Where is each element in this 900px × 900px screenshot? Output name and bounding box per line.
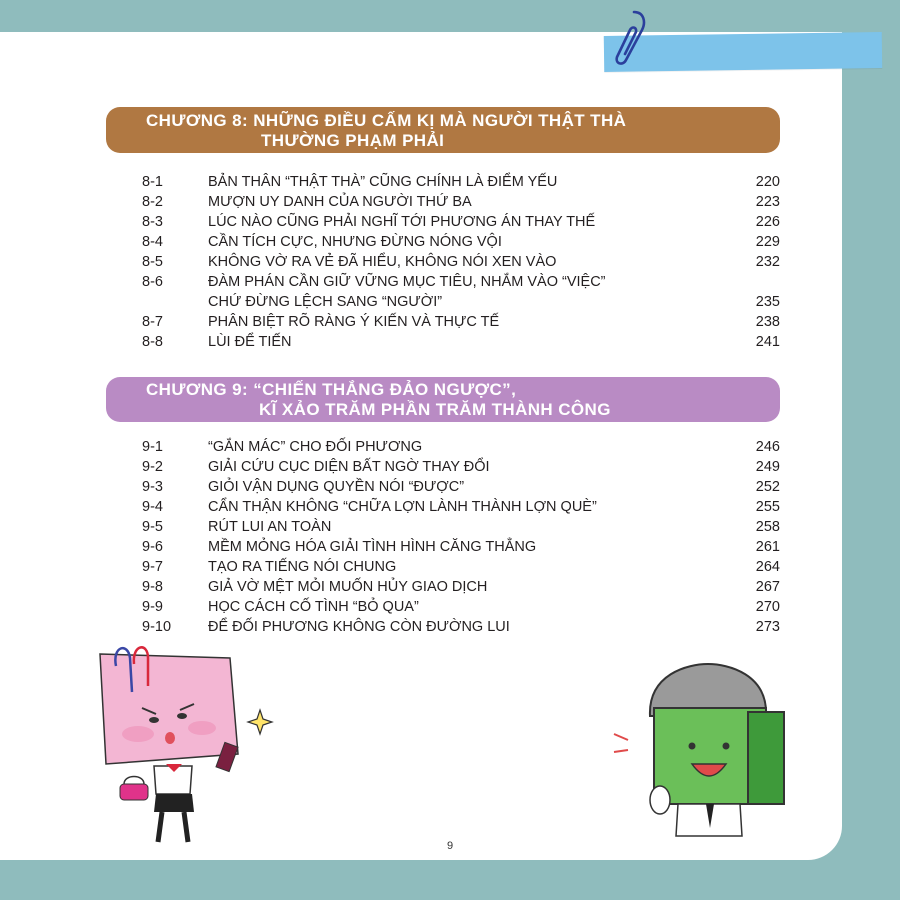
entry-page: 249 (755, 459, 780, 475)
entry-page: 238 (755, 314, 780, 330)
entry-number: 8-3 (142, 214, 163, 230)
entry-page: 261 (755, 539, 780, 555)
entry-title: HỌC CÁCH CỐ TÌNH “BỎ QUA” (208, 599, 419, 615)
entry-page: 232 (755, 254, 780, 270)
toc-entry (0, 334, 900, 354)
entry-number: 8-1 (142, 174, 163, 190)
entry-number: 8-6 (142, 274, 163, 290)
entry-title: BẢN THÂN “THẬT THÀ” CŨNG CHÍNH LÀ ĐIỂM YẾU (208, 174, 558, 190)
entry-number: 9-2 (142, 459, 163, 475)
entry-title: MƯỢN UY DANH CỦA NGƯỜI THỨ BA (208, 194, 472, 210)
paperclip-icon (606, 8, 654, 68)
entry-title: CẦN TÍCH CỰC, NHƯNG ĐỪNG NÓNG VỘI (208, 234, 502, 250)
toc-entry (0, 194, 900, 214)
entry-page: 264 (755, 559, 780, 575)
green-box-mascot (608, 660, 808, 840)
toc-entry (0, 254, 900, 274)
toc-entry (0, 294, 900, 314)
chapter-8-title-line2: THƯỜNG PHẠM PHẢI (261, 131, 445, 150)
toc-entry (0, 519, 900, 539)
toc-entry (0, 579, 900, 599)
entry-number: 9-7 (142, 559, 163, 575)
entry-number: 9-6 (142, 539, 163, 555)
entry-number: 9-3 (142, 479, 163, 495)
entry-title: CẨN THẬN KHÔNG “CHỮA LỢN LÀNH THÀNH LỢN QUÈ” (208, 499, 597, 515)
entry-page: 246 (755, 439, 780, 455)
entry-number: 9-10 (142, 619, 172, 635)
entry-title: GIỎI VẬN DỤNG QUYỀN NÓI “ĐƯỢC” (208, 479, 465, 495)
entry-page: 235 (755, 294, 780, 310)
chapter-8-header (106, 107, 780, 153)
chapter-9-title-line1: CHƯƠNG 9: “CHIẾN THẮNG ĐẢO NGƯỢC”, (146, 380, 517, 399)
sticky-note-mascot (62, 636, 282, 846)
entry-page: 258 (755, 519, 780, 535)
toc-entry (0, 499, 900, 519)
entry-title: LÚC NÀO CŨNG PHẢI NGHĨ TỚI PHƯƠNG ÁN THAY THẾ (208, 214, 596, 230)
entry-title: TẠO RA TIẾNG NÓI CHUNG (208, 559, 397, 575)
entry-title: KHÔNG VỜ RA VẺ ĐÃ HIỂU, KHÔNG NÓI XEN VÀO (208, 254, 557, 270)
entry-title: ĐỂ ĐỐI PHƯƠNG KHÔNG CÒN ĐƯỜNG LUI (208, 619, 510, 635)
toc-entry (0, 174, 900, 194)
toc-entry (0, 439, 900, 459)
entry-page: 255 (755, 499, 780, 515)
entry-page: 229 (755, 234, 780, 250)
entry-number: 9-9 (142, 599, 163, 615)
entry-page: 267 (755, 579, 780, 595)
toc-entry (0, 274, 900, 294)
entry-number: 8-7 (142, 314, 163, 330)
entry-number: 8-2 (142, 194, 163, 210)
toc-entry (0, 539, 900, 559)
entry-page: 273 (755, 619, 780, 635)
entry-title: PHÂN BIỆT RÕ RÀNG Ý KIẾN VÀ THỰC TẾ (208, 314, 500, 330)
entry-page: 223 (755, 194, 780, 210)
entry-title: LÙI ĐỂ TIẾN (208, 334, 292, 350)
toc-entry (0, 599, 900, 619)
entry-title: “GẮN MÁC” CHO ĐỐI PHƯƠNG (208, 439, 423, 455)
entry-title: CHỨ ĐỪNG LỆCH SANG “NGƯỜI” (208, 294, 443, 310)
entry-title: ĐÀM PHÁN CẦN GIỮ VỮNG MỤC TIÊU, NHẮM VÀO “VIỆC” (208, 274, 606, 290)
entry-title: GIẢ VỜ MỆT MỎI MUỐN HỦY GIAO DỊCH (208, 579, 488, 595)
toc-entry (0, 479, 900, 499)
entry-number: 8-5 (142, 254, 163, 270)
entry-title: RÚT LUI AN TOÀN (208, 519, 332, 535)
entry-page: 241 (755, 334, 780, 350)
entry-number: 9-5 (142, 519, 163, 535)
toc-entry (0, 314, 900, 334)
entry-number: 9-4 (142, 499, 163, 515)
toc-entry (0, 559, 900, 579)
chapter-8-title-line1: CHƯƠNG 8: NHỮNG ĐIỀU CẤM KỊ MÀ NGƯỜI THẬT THÀ (146, 111, 627, 130)
entry-number: 8-8 (142, 334, 163, 350)
toc-entry (0, 234, 900, 254)
entry-number: 9-1 (142, 439, 163, 455)
entry-page: 226 (755, 214, 780, 230)
entry-title: GIẢI CỨU CỤC DIỆN BẤT NGỜ THAY ĐỔI (208, 459, 490, 475)
entry-page: 220 (755, 174, 780, 190)
chapter-9-header (106, 377, 780, 422)
entry-page: 270 (755, 599, 780, 615)
entry-title: MỀM MỎNG HÓA GIẢI TÌNH HÌNH CĂNG THẲNG (208, 539, 537, 555)
entry-number: 8-4 (142, 234, 163, 250)
chapter-9-title-line2: KĨ XẢO TRĂM PHẦN TRĂM THÀNH CÔNG (259, 400, 611, 419)
toc-entry (0, 214, 900, 234)
entry-number: 9-8 (142, 579, 163, 595)
toc-entry (0, 459, 900, 479)
sparkle-icon (246, 708, 274, 736)
entry-page: 252 (755, 479, 780, 495)
page-number: 9 (446, 840, 454, 852)
